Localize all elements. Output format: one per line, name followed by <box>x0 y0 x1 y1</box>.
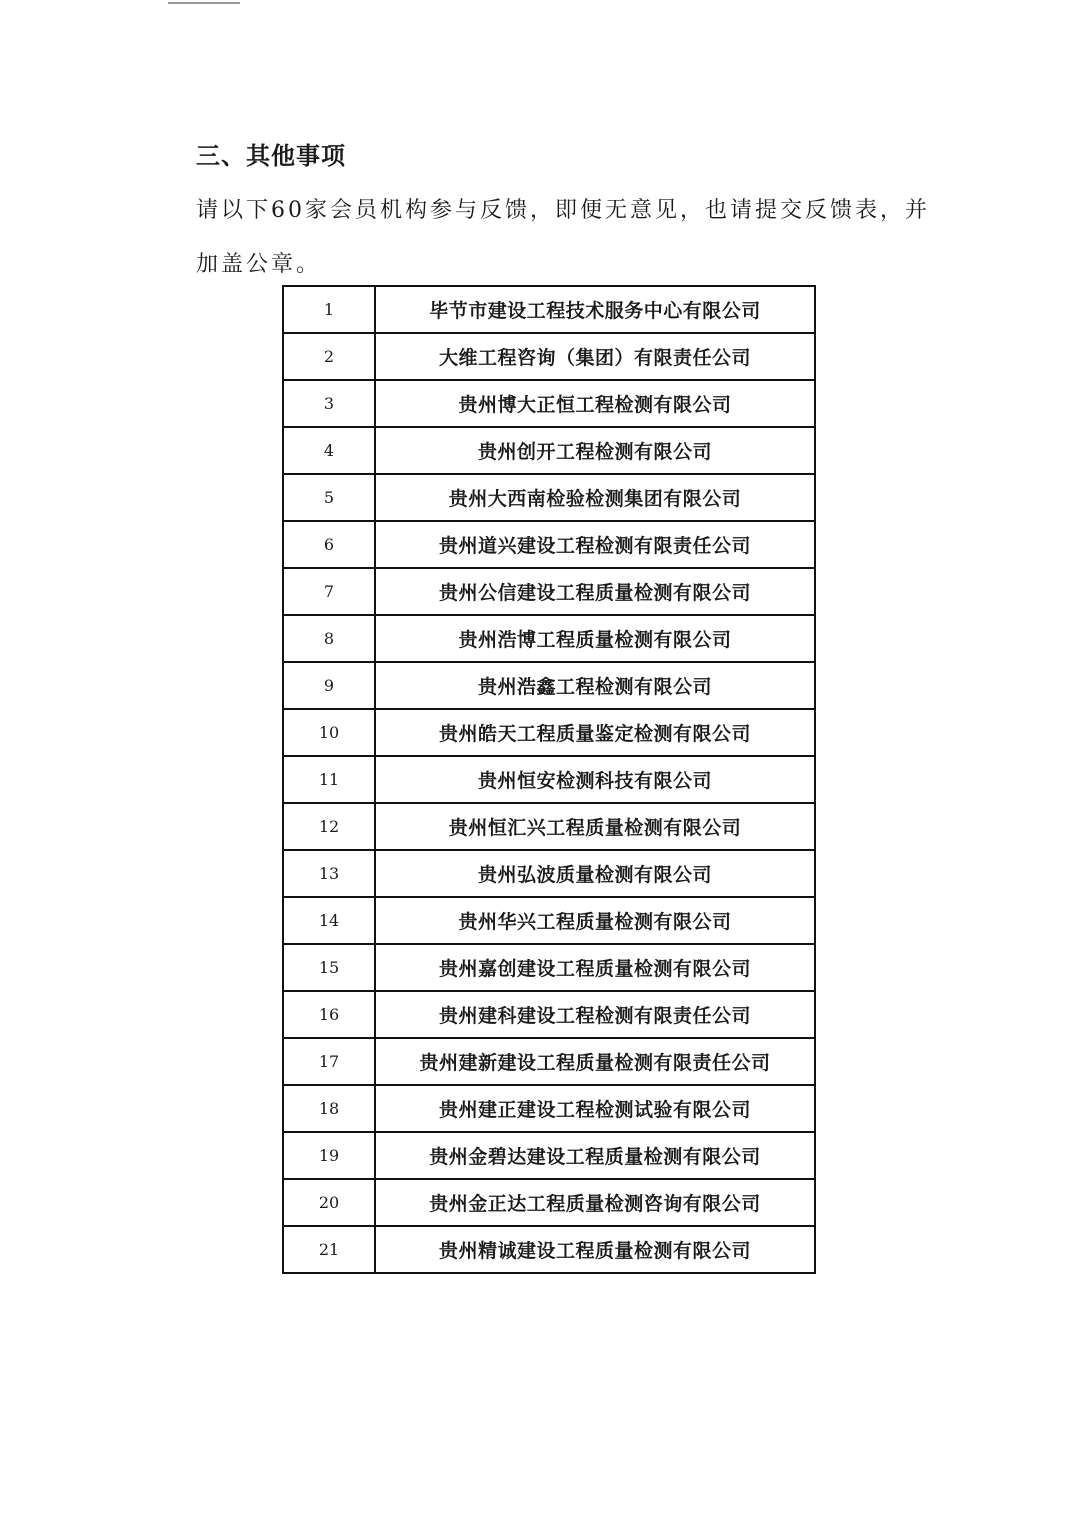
row-number: 14 <box>283 897 375 944</box>
table-row <box>283 662 815 709</box>
organization-name: 贵州公信建设工程质量检测有限公司 <box>375 568 815 615</box>
row-number: 8 <box>283 615 375 662</box>
organization-name: 贵州博大正恒工程检测有限公司 <box>375 380 815 427</box>
table-row <box>283 709 815 756</box>
row-number: 21 <box>283 1226 375 1273</box>
table-row <box>283 380 815 427</box>
organization-name: 贵州恒安检测科技有限公司 <box>375 756 815 803</box>
row-number: 11 <box>283 756 375 803</box>
row-number: 4 <box>283 427 375 474</box>
organization-name: 贵州浩博工程质量检测有限公司 <box>375 615 815 662</box>
organization-name: 贵州道兴建设工程检测有限责任公司 <box>375 521 815 568</box>
table-row <box>283 756 815 803</box>
row-number: 20 <box>283 1179 375 1226</box>
organization-name: 贵州金碧达建设工程质量检测有限公司 <box>375 1132 815 1179</box>
row-number: 10 <box>283 709 375 756</box>
organization-name: 贵州嘉创建设工程质量检测有限公司 <box>375 944 815 991</box>
table-row <box>283 1226 815 1273</box>
intro-line-1: 请以下60家会员机构参与反馈，即便无意见，也请提交反馈表，并 <box>196 198 930 223</box>
table-row <box>283 1132 815 1179</box>
row-number: 18 <box>283 1085 375 1132</box>
row-number: 9 <box>283 662 375 709</box>
organization-name: 毕节市建设工程技术服务中心有限公司 <box>375 286 815 333</box>
organization-name: 贵州建正建设工程检测试验有限公司 <box>375 1085 815 1132</box>
organization-name: 贵州金正达工程质量检测咨询有限公司 <box>375 1179 815 1226</box>
row-number: 16 <box>283 991 375 1038</box>
row-number: 7 <box>283 568 375 615</box>
table-row <box>283 944 815 991</box>
row-number: 6 <box>283 521 375 568</box>
row-number: 2 <box>283 333 375 380</box>
organization-name: 贵州恒汇兴工程质量检测有限公司 <box>375 803 815 850</box>
table-row <box>283 474 815 521</box>
table-row <box>283 333 815 380</box>
organization-name: 贵州皓天工程质量鉴定检测有限公司 <box>375 709 815 756</box>
organization-name: 贵州大西南检验检测集团有限公司 <box>375 474 815 521</box>
organization-name: 贵州弘波质量检测有限公司 <box>375 850 815 897</box>
row-number: 1 <box>283 286 375 333</box>
table-row <box>283 521 815 568</box>
table-row <box>283 427 815 474</box>
row-number: 13 <box>283 850 375 897</box>
table-row <box>283 803 815 850</box>
table-row <box>283 615 815 662</box>
organization-name: 贵州精诚建设工程质量检测有限公司 <box>375 1226 815 1273</box>
row-number: 17 <box>283 1038 375 1085</box>
table-row <box>283 991 815 1038</box>
organization-name: 贵州浩鑫工程检测有限公司 <box>375 662 815 709</box>
table-row <box>283 1179 815 1226</box>
table-row <box>283 286 815 333</box>
row-number: 15 <box>283 944 375 991</box>
row-number: 12 <box>283 803 375 850</box>
table-row <box>283 1085 815 1132</box>
organization-name: 大维工程咨询（集团）有限责任公司 <box>375 333 815 380</box>
organization-name: 贵州创开工程检测有限公司 <box>375 427 815 474</box>
organization-name: 贵州华兴工程质量检测有限公司 <box>375 897 815 944</box>
scan-artifact-line <box>168 2 240 4</box>
row-number: 3 <box>283 380 375 427</box>
table-row <box>283 568 815 615</box>
row-number: 5 <box>283 474 375 521</box>
organization-name: 贵州建科建设工程检测有限责任公司 <box>375 991 815 1038</box>
organization-table <box>282 285 816 1274</box>
table-row <box>283 897 815 944</box>
organization-name: 贵州建新建设工程质量检测有限责任公司 <box>375 1038 815 1085</box>
row-number: 19 <box>283 1132 375 1179</box>
table-row <box>283 1038 815 1085</box>
intro-line-2: 加盖公章。 <box>196 252 322 277</box>
intro-paragraph <box>196 184 930 292</box>
section-heading: 三、其他事项 <box>196 142 346 170</box>
table-row <box>283 850 815 897</box>
